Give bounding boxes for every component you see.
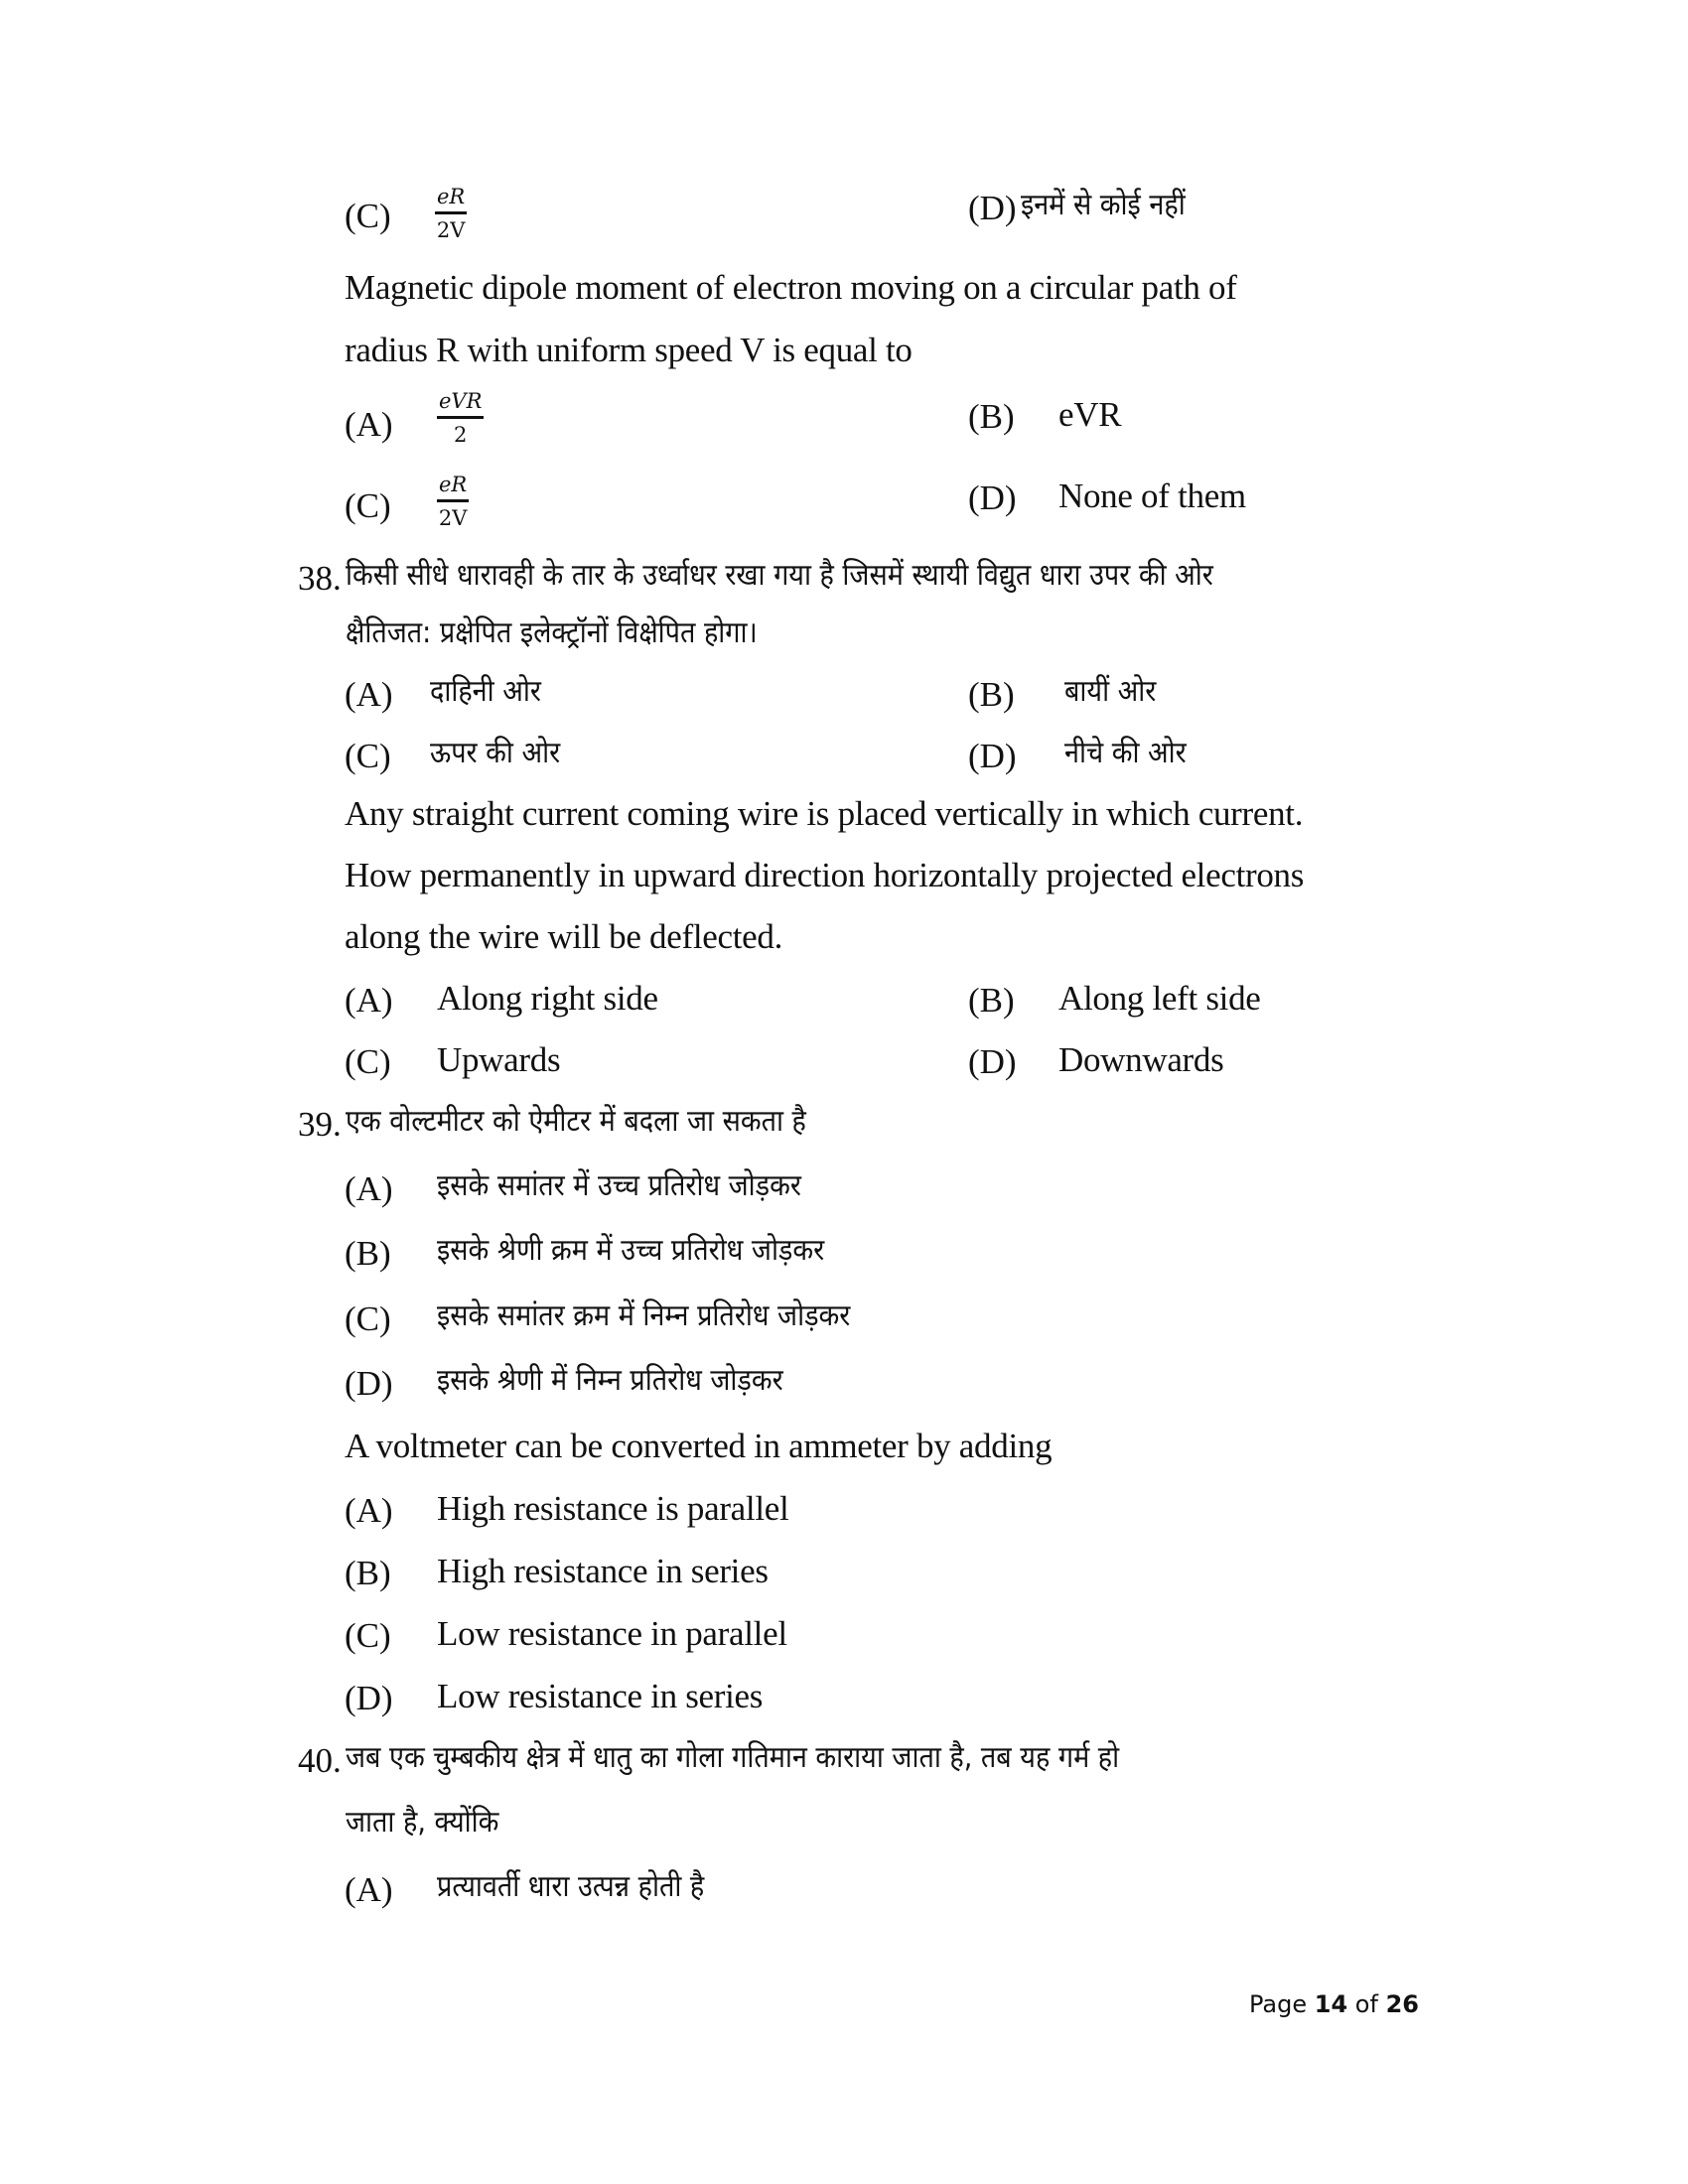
option-label: (C): [345, 197, 391, 235]
option-label: (D): [968, 1042, 1017, 1081]
q39-english-question: A voltmeter can be converted in ammeter by adding: [345, 1427, 1053, 1465]
option-label: (D): [345, 1679, 393, 1717]
option-label: (A): [345, 1491, 393, 1530]
option-label: (C): [345, 737, 391, 775]
q38-english-question-line-2: How permanently in upward direction horizontally projected electrons: [345, 856, 1305, 894]
option-text: दाहिनी ओर: [430, 674, 541, 709]
option-label: (D): [968, 189, 1017, 227]
option-label: (C): [345, 1299, 391, 1338]
fraction-er-over-2v: $\frac{eR}{2V}$: [438, 473, 468, 530]
option-label: (D): [968, 478, 1017, 517]
option-text: इनमें से कोई नहीं: [1021, 188, 1186, 222]
fraction-er-over-2v: $\frac{eR}{2V}$: [436, 185, 466, 242]
q38-english-question-line-1: Any straight current coming wire is placed vertically in which current.: [345, 794, 1304, 833]
option-label: (B): [968, 675, 1015, 714]
question-number: 38.: [298, 559, 342, 598]
option-text: इसके श्रेणी क्रम में उच्च प्रतिरोध जोड़कर: [437, 1233, 825, 1268]
option-label: (B): [968, 397, 1015, 436]
page-current: 14: [1314, 1990, 1348, 2018]
q38-english-question-line-3: along the wire will be deflected.: [345, 917, 783, 956]
option-label: (A): [345, 405, 393, 444]
option-text: Low resistance in parallel: [437, 1614, 787, 1653]
option-text: ऊपर की ओर: [430, 736, 561, 770]
option-text: High resistance is parallel: [437, 1489, 789, 1528]
question-line-2: क्षैतिजत: प्रक्षेपित इलेक्ट्रॉनों विक्षेपित होगा।: [346, 615, 758, 650]
page-of-label: of: [1354, 1990, 1378, 2018]
option-label: (B): [345, 1554, 391, 1592]
page-number-footer: [1249, 1990, 1419, 2018]
question-number: 39.: [298, 1105, 342, 1144]
option-label: (A): [345, 981, 393, 1020]
option-text: Along left side: [1058, 979, 1261, 1018]
option-text: None of them: [1058, 477, 1246, 515]
question-line-1: जब एक चुम्बकीय क्षेत्र में धातु का गोला गतिमान काराया जाता है, तब यह गर्म हो: [346, 1740, 1120, 1775]
option-text: प्रत्यावर्ती धारा उत्पन्न होती है: [437, 1869, 705, 1904]
option-text: बायीं ओर: [1064, 674, 1157, 709]
option-text: Low resistance in series: [437, 1677, 764, 1715]
question-number: 40.: [298, 1741, 342, 1780]
option-text: eVR: [1058, 395, 1122, 434]
option-label: (A): [345, 1169, 393, 1208]
question-line-1: किसी सीधे धारावही के तार के उर्ध्वाधर रखा गया है जिसमें स्थायी विद्युत धारा उपर की ओर: [346, 558, 1213, 593]
option-text: Upwards: [437, 1040, 561, 1079]
q37-english-question-line-1: Magnetic dipole moment of electron moving on a circular path of: [345, 268, 1237, 307]
q37-english-question-line-2: radius R with uniform speed V is equal to: [345, 331, 913, 369]
option-text: High resistance in series: [437, 1552, 769, 1590]
option-text: इसके समांतर में उच्च प्रतिरोध जोड़कर: [437, 1168, 801, 1203]
option-text: नीचे की ओर: [1064, 736, 1187, 770]
option-text: Along right side: [437, 979, 658, 1018]
option-label: (A): [345, 1870, 393, 1909]
option-label: (B): [345, 1234, 391, 1273]
option-label: (D): [345, 1364, 393, 1403]
page-total: 26: [1385, 1990, 1419, 2018]
option-label: (A): [345, 675, 393, 714]
option-label: (C): [345, 1616, 391, 1655]
fraction-evr-over-2: eVR 2: [439, 389, 483, 447]
question-text: एक वोल्टमीटर को ऐमीटर में बदला जा सकता है: [346, 1104, 806, 1139]
option-label: (B): [968, 981, 1015, 1020]
page-label: Page: [1249, 1990, 1308, 2018]
option-text: इसके समांतर क्रम में निम्न प्रतिरोध जोड़कर: [437, 1298, 851, 1333]
option-label: (C): [345, 486, 391, 525]
option-label: (C): [345, 1042, 391, 1081]
option-text: इसके श्रेणी में निम्न प्रतिरोध जोड़कर: [437, 1363, 783, 1398]
option-label: (D): [968, 737, 1017, 775]
question-line-2: जाता है, क्योंकि: [346, 1805, 499, 1840]
option-text: Downwards: [1058, 1040, 1224, 1079]
